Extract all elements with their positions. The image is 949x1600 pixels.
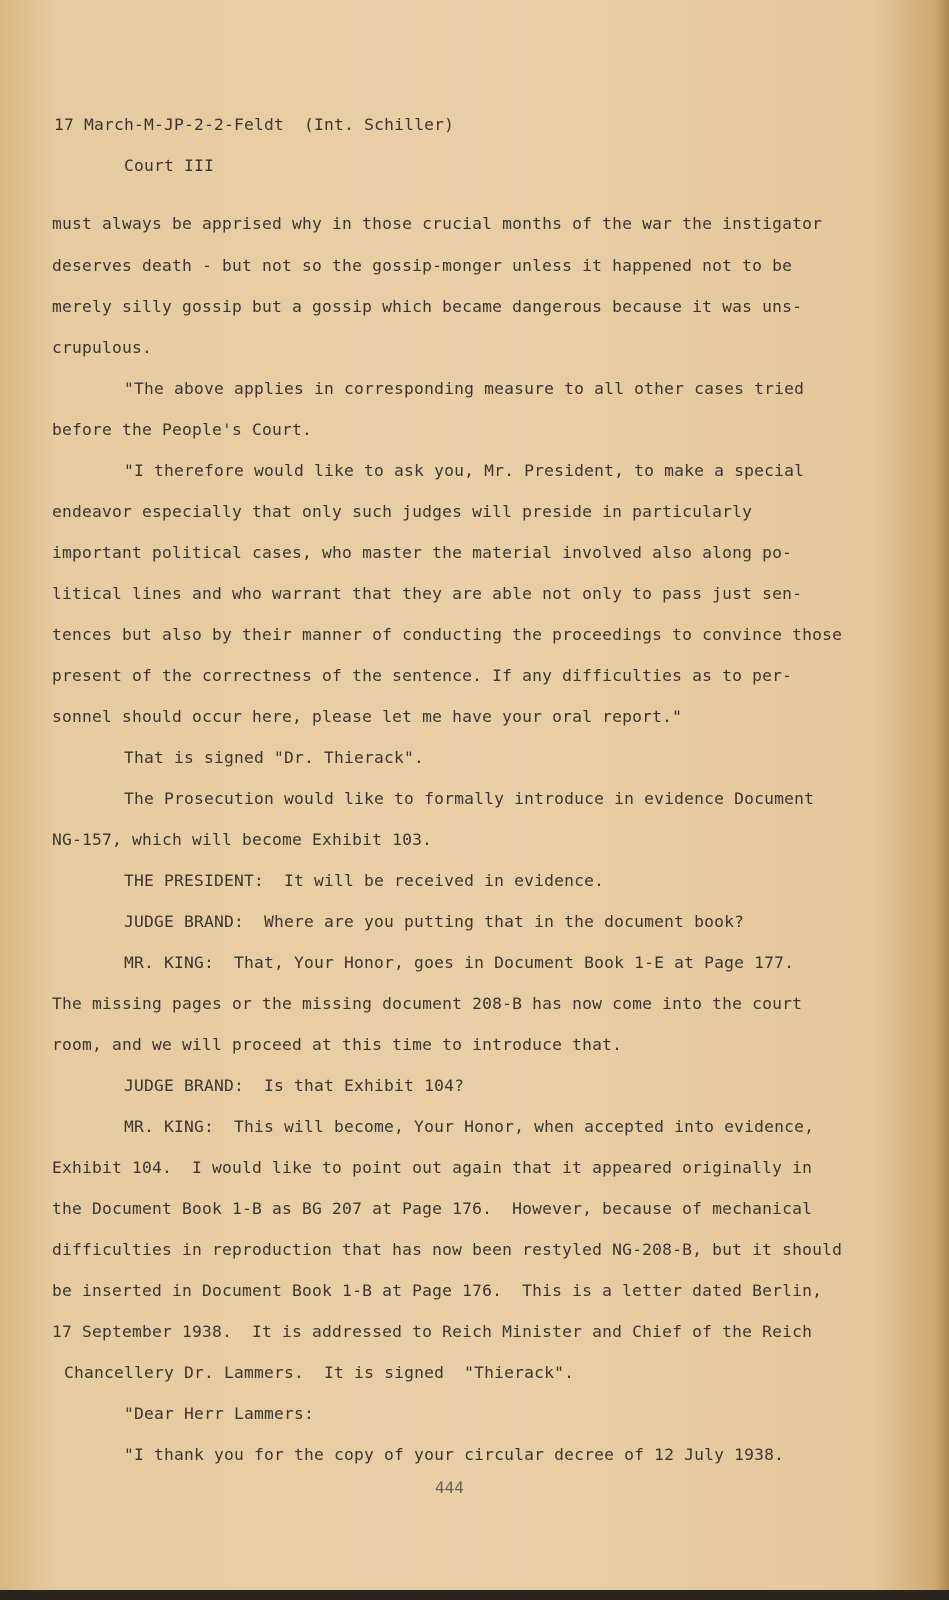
- text-line: important political cases, who master the material involved also along po-: [52, 543, 793, 562]
- speaker-line: MR. KING: This will become, Your Honor, when accepted into evidence,: [124, 1117, 815, 1136]
- text-line: NG-157, which will become Exhibit 103.: [52, 830, 433, 849]
- speaker-line: JUDGE BRAND: Where are you putting that in the document book?: [124, 912, 745, 931]
- text-line: be inserted in Document Book 1-B at Page 176. This is a letter dated Berlin,: [52, 1281, 823, 1300]
- text-line: That is signed "Dr. Thierack".: [124, 748, 425, 767]
- scan-bottom-border: [0, 1590, 949, 1600]
- text-line: "I thank you for the copy of your circular decree of 12 July 1938.: [124, 1445, 785, 1464]
- text-line: difficulties in reproduction that has now been restyled NG-208-B, but it should: [52, 1240, 843, 1259]
- text-line: The missing pages or the missing document 208-B has now come into the court: [52, 994, 803, 1013]
- text-line: before the People's Court.: [52, 420, 313, 439]
- letter-salutation: "Dear Herr Lammers:: [124, 1404, 315, 1423]
- text-line: the Document Book 1-B as BG 207 at Page 176. However, because of mechanical: [52, 1199, 813, 1218]
- speaker-line: THE PRESIDENT: It will be received in evidence.: [124, 871, 605, 890]
- page-number: 444: [435, 1478, 464, 1497]
- speaker-line: MR. KING: That, Your Honor, goes in Document Book 1-E at Page 177.: [124, 953, 795, 972]
- text-line: Exhibit 104. I would like to point out again that it appeared originally in: [52, 1158, 813, 1177]
- text-line: crupulous.: [52, 338, 153, 357]
- text-line: litical lines and who warrant that they are able not only to pass just sen-: [52, 584, 803, 603]
- text-line: Chancellery Dr. Lammers. It is signed "Thierack".: [64, 1363, 575, 1382]
- text-line: room, and we will proceed at this time to introduce that.: [52, 1035, 623, 1054]
- text-line: sonnel should occur here, please let me have your oral report.": [52, 707, 683, 726]
- text-line: 17 September 1938. It is addressed to Reich Minister and Chief of the Reich: [52, 1322, 813, 1341]
- text-line: merely silly gossip but a gossip which became dangerous because it was uns-: [52, 297, 803, 316]
- text-line: The Prosecution would like to formally introduce in evidence Document: [124, 789, 815, 808]
- page-edge-shadow: [935, 0, 949, 1600]
- text-line: present of the correctness of the sentence. If any difficulties as to per-: [52, 666, 793, 685]
- text-line: must always be apprised why in those crucial months of the war the instigator: [52, 214, 823, 233]
- text-line: "The above applies in corresponding measure to all other cases tried: [124, 379, 805, 398]
- text-line: tences but also by their manner of conducting the proceedings to convince those: [52, 625, 843, 644]
- text-line: deserves death - but not so the gossip-monger unless it happened not to be: [52, 256, 793, 275]
- speaker-line: JUDGE BRAND: Is that Exhibit 104?: [124, 1076, 465, 1095]
- header-court: Court III: [124, 156, 215, 175]
- text-line: "I therefore would like to ask you, Mr. President, to make a special: [124, 461, 805, 480]
- text-line: endeavor especially that only such judges will preside in particularly: [52, 502, 753, 521]
- header-reference: 17 March-M-JP-2-2-Feldt (Int. Schiller): [54, 115, 455, 134]
